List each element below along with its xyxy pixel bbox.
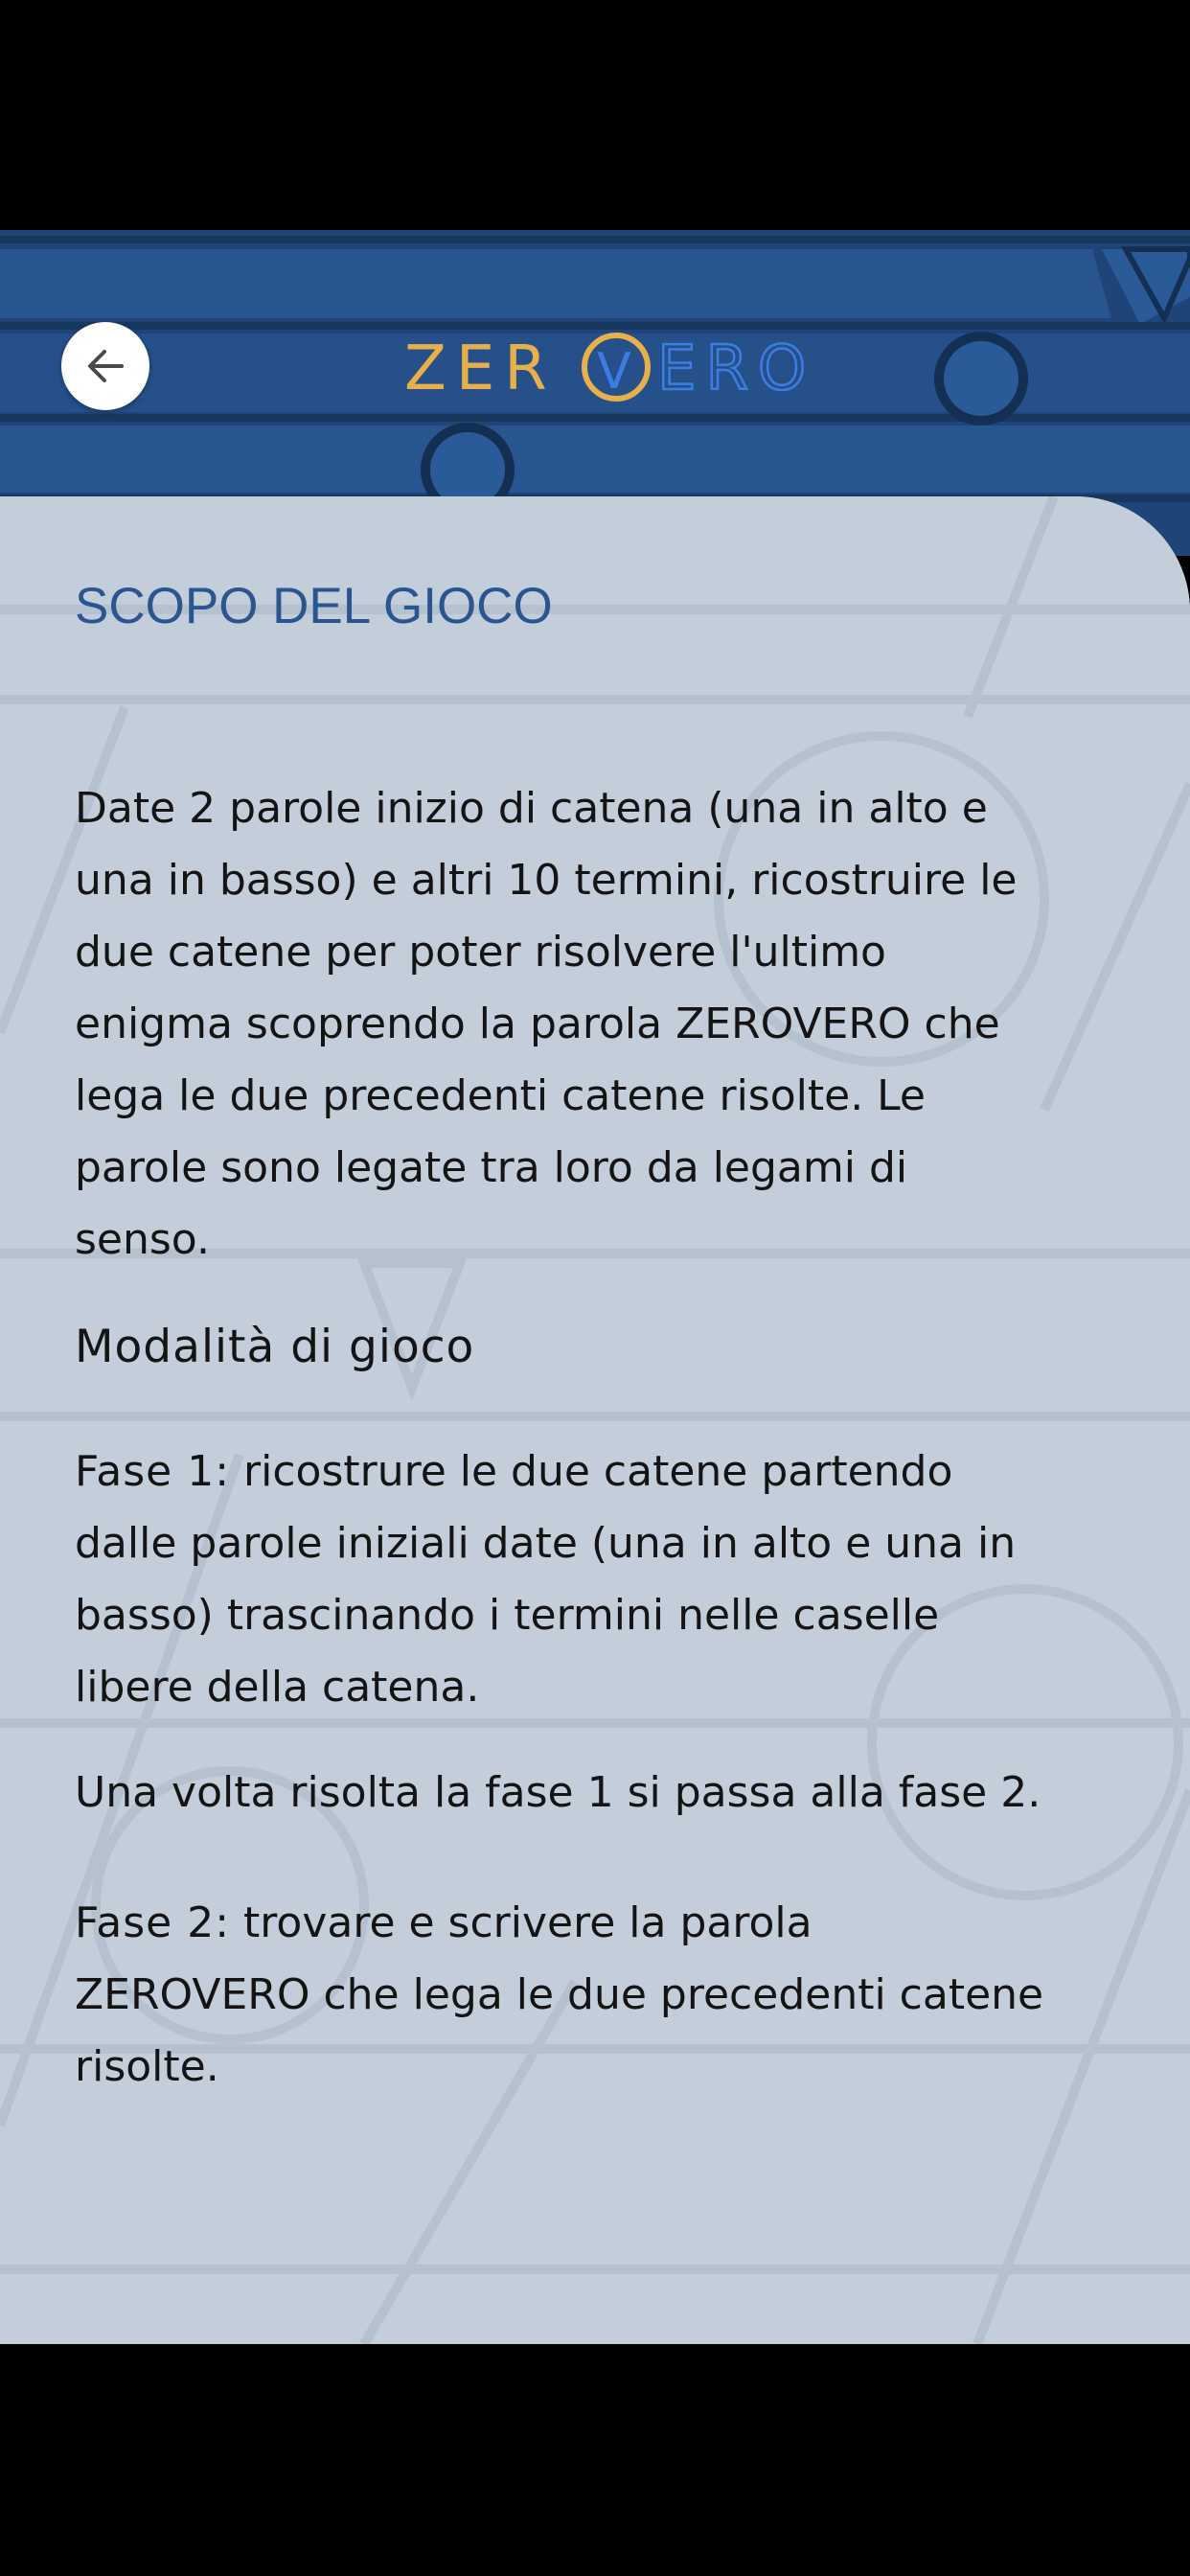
intro-line: lega le due precedenti catene risolte. Le xyxy=(75,1071,926,1120)
intro-line: una in basso) e altri 10 termini, ricostruire le xyxy=(75,856,1018,905)
content-card xyxy=(0,496,1190,2344)
phase2-line: risolte. xyxy=(75,2042,219,2091)
phase2-line: trovare e scrivere la parola xyxy=(230,1898,812,1947)
arrow-left-icon xyxy=(83,344,127,388)
zerovero-logo xyxy=(402,324,824,410)
phase2-paragraph xyxy=(75,1887,1129,2103)
phase1-paragraph xyxy=(75,1436,1129,1723)
mode-heading: Modalità di gioco xyxy=(75,1321,475,1373)
phase1-line: libere della catena. xyxy=(75,1663,480,1712)
logo-part-ero: ERO xyxy=(657,334,816,404)
phase2-label: Fase 2: xyxy=(75,1898,231,1947)
phase1-line: ricostrure le due catene partendo xyxy=(230,1447,953,1496)
transition-paragraph: Una volta risolta la fase 1 si passa alla fase 2. xyxy=(75,1768,1041,1817)
back-button[interactable] xyxy=(61,322,149,410)
intro-line: due catene per poter risolvere l'ultimo xyxy=(75,928,886,977)
phase1-line: dalle parole iniziali date (una in alto e una in xyxy=(75,1519,1017,1568)
logo-part-zer: ZER xyxy=(404,334,557,404)
intro-line: enigma scoprendo la parola ZEROVERO che xyxy=(75,1000,1000,1048)
section-title: SCOPO DEL GIOCO xyxy=(75,578,553,634)
intro-line: senso. xyxy=(75,1215,210,1264)
intro-line: Date 2 parole inizio di catena (una in alto e xyxy=(75,784,988,833)
logo-letter-v: V xyxy=(597,343,631,401)
phase2-line: ZEROVERO che lega le due precedenti catene xyxy=(75,1970,1044,2019)
intro-paragraph xyxy=(75,772,1129,1276)
phase1-line: basso) trascinando i termini nelle caselle xyxy=(75,1591,940,1640)
phase1-label: Fase 1: xyxy=(75,1447,231,1496)
intro-line: parole sono legate tra loro da legami di xyxy=(75,1143,908,1192)
